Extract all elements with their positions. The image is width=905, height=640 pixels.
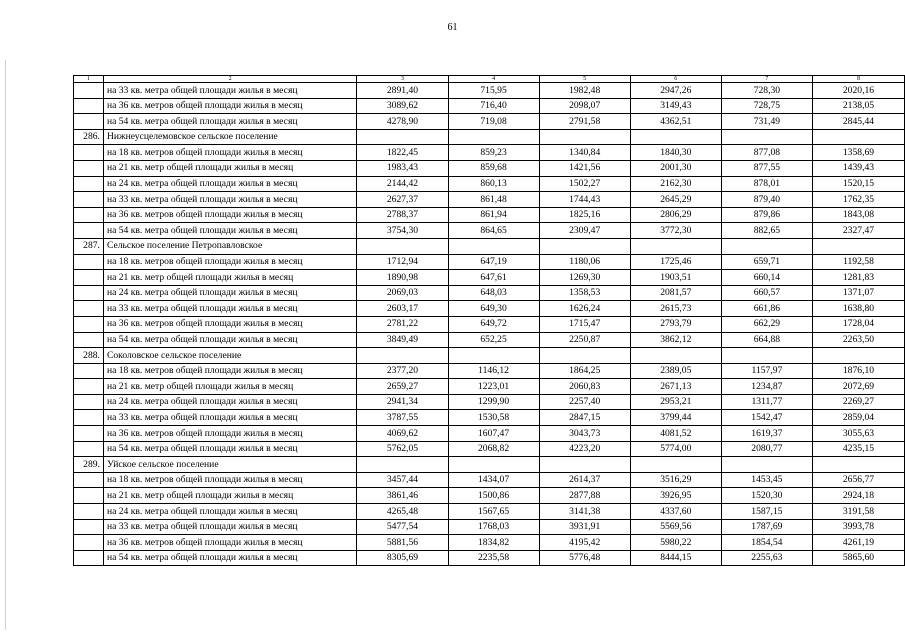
value-cell-col7: 879,40: [721, 192, 812, 208]
value-cell-col8: 2263,50: [812, 332, 904, 348]
value-cell-col4: 1530,58: [448, 410, 539, 426]
row-label: на 18 кв. метров общей площади жилья в месяц: [103, 363, 356, 379]
value-cell-col5: 1982,48: [539, 83, 630, 99]
empty-cell: [630, 348, 721, 364]
table-row: [74, 550, 905, 566]
value-cell-col8: 1371,07: [812, 285, 904, 301]
table-row: [74, 488, 905, 504]
row-label: на 21 кв. метр общей площади жилья в месяц: [103, 488, 356, 504]
empty-cell: [448, 348, 539, 364]
value-cell-col5: 2098,07: [539, 98, 630, 114]
value-cell-col3: 2788,37: [357, 207, 448, 223]
row-number-cell: [74, 488, 104, 504]
empty-cell: [630, 129, 721, 145]
table-row: [74, 394, 905, 410]
value-cell-col4: 716,40: [448, 98, 539, 114]
row-label: на 24 кв. метра общей площади жилья в месяц: [103, 504, 356, 520]
column-number: 6: [630, 76, 721, 83]
row-label: на 33 кв. метра общей площади жилья в месяц: [103, 410, 356, 426]
row-number-cell: [74, 535, 104, 551]
value-cell-col6: 8444,15: [630, 550, 721, 566]
value-cell-col3: 3787,55: [357, 410, 448, 426]
value-cell-col5: 1340,84: [539, 145, 630, 161]
value-cell-col8: 1281,83: [812, 270, 904, 286]
value-cell-col5: 2250,87: [539, 332, 630, 348]
value-cell-col4: 647,61: [448, 270, 539, 286]
table-row: [74, 426, 905, 442]
row-label: на 24 кв. метра общей площади жилья в месяц: [103, 176, 356, 192]
value-cell-col6: 2001,30: [630, 160, 721, 176]
empty-cell: [357, 457, 448, 473]
value-cell-col8: 2138,05: [812, 98, 904, 114]
value-cell-col8: 1358,69: [812, 145, 904, 161]
column-number: 5: [539, 76, 630, 83]
row-label: на 24 кв. метра общей площади жилья в месяц: [103, 285, 356, 301]
value-cell-col8: 1520,15: [812, 176, 904, 192]
value-cell-col4: 2068,82: [448, 441, 539, 457]
value-cell-col5: 2847,15: [539, 410, 630, 426]
value-cell-col8: 2072,69: [812, 379, 904, 395]
value-cell-col8: 2020,16: [812, 83, 904, 99]
row-label: на 54 кв. метра общей площади жилья в месяц: [103, 114, 356, 130]
row-number-cell: [74, 441, 104, 457]
value-cell-col4: 859,23: [448, 145, 539, 161]
value-cell-col6: 3862,12: [630, 332, 721, 348]
row-number-cell: [74, 316, 104, 332]
column-number: 8: [812, 76, 904, 83]
value-cell-col4: 1299,90: [448, 394, 539, 410]
empty-cell: [539, 238, 630, 254]
row-number-cell: [74, 472, 104, 488]
value-cell-col6: 2645,29: [630, 192, 721, 208]
value-cell-col5: 5776,48: [539, 550, 630, 566]
row-label: на 36 кв. метров общей площади жилья в месяц: [103, 207, 356, 223]
value-cell-col3: 3849,49: [357, 332, 448, 348]
value-cell-col7: 1234,87: [721, 379, 812, 395]
row-number-cell: [74, 207, 104, 223]
value-cell-col6: 2162,30: [630, 176, 721, 192]
row-label: на 21 кв. метр общей площади жилья в месяц: [103, 270, 356, 286]
value-cell-col6: 5774,00: [630, 441, 721, 457]
table-row: [74, 192, 905, 208]
value-cell-col8: 1843,08: [812, 207, 904, 223]
value-cell-col5: 1502,27: [539, 176, 630, 192]
value-cell-col6: 2081,57: [630, 285, 721, 301]
value-cell-col7: 878,01: [721, 176, 812, 192]
value-cell-col4: 864,65: [448, 223, 539, 239]
row-label: на 54 кв. метра общей площади жилья в месяц: [103, 550, 356, 566]
value-cell-col6: 2953,21: [630, 394, 721, 410]
value-cell-col3: 2069,03: [357, 285, 448, 301]
section-title: Нижнеусцелемовское сельское поселение: [103, 129, 356, 145]
value-cell-col3: 3754,30: [357, 223, 448, 239]
table-row: [74, 316, 905, 332]
value-cell-col3: 2891,40: [357, 83, 448, 99]
value-cell-col5: 1269,30: [539, 270, 630, 286]
value-cell-col3: 8305,69: [357, 550, 448, 566]
value-cell-col3: 5881,56: [357, 535, 448, 551]
value-cell-col5: 2257,40: [539, 394, 630, 410]
section-number: 288.: [74, 348, 104, 364]
row-label: на 36 кв. метров общей площади жилья в месяц: [103, 316, 356, 332]
empty-cell: [721, 129, 812, 145]
empty-cell: [812, 238, 904, 254]
value-cell-col5: 3931,91: [539, 519, 630, 535]
value-cell-col7: 2080,77: [721, 441, 812, 457]
value-cell-col5: 2060,83: [539, 379, 630, 395]
row-label: на 21 кв. метр общей площади жилья в месяц: [103, 160, 356, 176]
empty-cell: [630, 238, 721, 254]
row-label: на 18 кв. метров общей площади жилья в месяц: [103, 145, 356, 161]
value-cell-col8: 1762,35: [812, 192, 904, 208]
value-cell-col5: 4195,42: [539, 535, 630, 551]
value-cell-col6: 1903,51: [630, 270, 721, 286]
table-row: [74, 519, 905, 535]
table-row: [74, 535, 905, 551]
row-number-cell: [74, 285, 104, 301]
value-cell-col8: 2924,18: [812, 488, 904, 504]
value-cell-col5: 3141,38: [539, 504, 630, 520]
value-cell-col3: 4278,90: [357, 114, 448, 130]
value-cell-col3: 5477,54: [357, 519, 448, 535]
value-cell-col4: 1607,47: [448, 426, 539, 442]
value-cell-col7: 731,49: [721, 114, 812, 130]
value-cell-col7: 660,57: [721, 285, 812, 301]
row-label: на 33 кв. метра общей площади жилья в месяц: [103, 301, 356, 317]
value-cell-col4: 652,25: [448, 332, 539, 348]
value-cell-col7: 1311,77: [721, 394, 812, 410]
row-number-cell: [74, 379, 104, 395]
table-row: [74, 363, 905, 379]
value-cell-col4: 1567,65: [448, 504, 539, 520]
row-number-cell: [74, 145, 104, 161]
value-cell-col3: 1712,94: [357, 254, 448, 270]
value-cell-col4: 649,72: [448, 316, 539, 332]
empty-cell: [539, 457, 630, 473]
value-cell-col6: 4362,51: [630, 114, 721, 130]
value-cell-col3: 2627,37: [357, 192, 448, 208]
value-cell-col7: 1587,15: [721, 504, 812, 520]
row-number-cell: [74, 83, 104, 99]
value-cell-col7: 1619,37: [721, 426, 812, 442]
row-number-cell: [74, 270, 104, 286]
row-label: на 18 кв. метров общей площади жилья в месяц: [103, 254, 356, 270]
value-cell-col5: 2309,47: [539, 223, 630, 239]
value-cell-col8: 1439,43: [812, 160, 904, 176]
value-cell-col4: 1500,86: [448, 488, 539, 504]
section-row: [74, 129, 905, 145]
value-cell-col4: 2235,58: [448, 550, 539, 566]
value-cell-col8: 1876,10: [812, 363, 904, 379]
value-cell-col5: 1715,47: [539, 316, 630, 332]
column-number: 1: [74, 76, 104, 83]
value-cell-col5: 1358,53: [539, 285, 630, 301]
table-row: [74, 254, 905, 270]
value-cell-col6: 5569,56: [630, 519, 721, 535]
value-cell-col8: 2269,27: [812, 394, 904, 410]
table-row: [74, 410, 905, 426]
table-row: [74, 145, 905, 161]
value-cell-col6: 3799,44: [630, 410, 721, 426]
value-cell-col7: 877,08: [721, 145, 812, 161]
row-number-cell: [74, 301, 104, 317]
value-cell-col7: 728,75: [721, 98, 812, 114]
page-edge-line: [5, 60, 6, 630]
value-cell-col5: 2877,88: [539, 488, 630, 504]
value-cell-col8: 4235,15: [812, 441, 904, 457]
row-number-cell: [74, 410, 104, 426]
value-cell-col5: 2614,37: [539, 472, 630, 488]
table-row: [74, 160, 905, 176]
row-number-cell: [74, 550, 104, 566]
value-cell-col6: 3772,30: [630, 223, 721, 239]
value-cell-col5: 3043,73: [539, 426, 630, 442]
value-cell-col6: 2671,13: [630, 379, 721, 395]
row-number-cell: [74, 114, 104, 130]
value-cell-col6: 2615,73: [630, 301, 721, 317]
value-cell-col8: 4261,19: [812, 535, 904, 551]
value-cell-col3: 3457,44: [357, 472, 448, 488]
value-cell-col4: 859,68: [448, 160, 539, 176]
value-cell-col5: 1864,25: [539, 363, 630, 379]
empty-cell: [357, 129, 448, 145]
table-row: [74, 285, 905, 301]
value-cell-col7: 1787,69: [721, 519, 812, 535]
value-cell-col3: 2941,34: [357, 394, 448, 410]
row-number-cell: [74, 160, 104, 176]
value-cell-col5: 1180,06: [539, 254, 630, 270]
value-cell-col3: 3089,62: [357, 98, 448, 114]
section-number: 286.: [74, 129, 104, 145]
table-row: [74, 83, 905, 99]
table-body: [74, 76, 905, 566]
value-cell-col7: 660,14: [721, 270, 812, 286]
value-cell-col8: 1192,58: [812, 254, 904, 270]
value-cell-col3: 1890,98: [357, 270, 448, 286]
row-label: на 33 кв. метра общей площади жилья в месяц: [103, 519, 356, 535]
empty-cell: [357, 348, 448, 364]
value-cell-col4: 1834,82: [448, 535, 539, 551]
row-number-cell: [74, 519, 104, 535]
row-label: на 33 кв. метра общей площади жилья в месяц: [103, 83, 356, 99]
value-cell-col7: 1453,45: [721, 472, 812, 488]
column-number: 4: [448, 76, 539, 83]
value-cell-col5: 2791,58: [539, 114, 630, 130]
table-row: [74, 207, 905, 223]
section-number: 289.: [74, 457, 104, 473]
value-cell-col6: 1840,30: [630, 145, 721, 161]
row-number-cell: [74, 176, 104, 192]
value-cell-col8: 2845,44: [812, 114, 904, 130]
table-row: [74, 176, 905, 192]
empty-cell: [539, 348, 630, 364]
value-cell-col5: 1825,16: [539, 207, 630, 223]
value-cell-col4: 649,30: [448, 301, 539, 317]
row-number-cell: [74, 254, 104, 270]
empty-cell: [812, 348, 904, 364]
row-label: на 36 кв. метров общей площади жилья в месяц: [103, 98, 356, 114]
value-cell-col4: 719,08: [448, 114, 539, 130]
row-label: на 54 кв. метра общей площади жилья в месяц: [103, 223, 356, 239]
value-cell-col7: 879,86: [721, 207, 812, 223]
value-cell-col6: 2389,05: [630, 363, 721, 379]
row-number-cell: [74, 223, 104, 239]
empty-cell: [721, 238, 812, 254]
empty-cell: [630, 457, 721, 473]
value-cell-col5: 4223,20: [539, 441, 630, 457]
row-label: на 36 кв. метров общей площади жилья в месяц: [103, 426, 356, 442]
section-row: [74, 348, 905, 364]
empty-cell: [721, 457, 812, 473]
row-label: на 33 кв. метра общей площади жилья в месяц: [103, 192, 356, 208]
value-cell-col4: 861,48: [448, 192, 539, 208]
empty-cell: [812, 129, 904, 145]
section-row: [74, 457, 905, 473]
value-cell-col8: 1638,80: [812, 301, 904, 317]
value-cell-col4: 1434,07: [448, 472, 539, 488]
empty-cell: [812, 457, 904, 473]
table-row: [74, 472, 905, 488]
value-cell-col7: 662,29: [721, 316, 812, 332]
value-cell-col8: 3993,78: [812, 519, 904, 535]
table-row: [74, 379, 905, 395]
value-cell-col5: 1626,24: [539, 301, 630, 317]
table-row: [74, 270, 905, 286]
table-row: [74, 504, 905, 520]
row-number-cell: [74, 394, 104, 410]
column-number: 3: [357, 76, 448, 83]
value-cell-col6: 1725,46: [630, 254, 721, 270]
value-cell-col3: 3861,46: [357, 488, 448, 504]
table-row: [74, 332, 905, 348]
empty-cell: [448, 457, 539, 473]
value-cell-col4: 647,19: [448, 254, 539, 270]
value-cell-col4: 715,95: [448, 83, 539, 99]
value-cell-col6: 3926,95: [630, 488, 721, 504]
row-label: на 54 кв. метра общей площади жилья в месяц: [103, 441, 356, 457]
value-cell-col7: 728,30: [721, 83, 812, 99]
value-cell-col5: 1421,56: [539, 160, 630, 176]
value-cell-col8: 2859,04: [812, 410, 904, 426]
empty-cell: [357, 238, 448, 254]
value-cell-col8: 5865,60: [812, 550, 904, 566]
value-cell-col3: 2781,22: [357, 316, 448, 332]
table-row: [74, 98, 905, 114]
row-label: на 36 кв. метров общей площади жилья в месяц: [103, 535, 356, 551]
row-label: на 21 кв. метр общей площади жилья в месяц: [103, 379, 356, 395]
row-label: на 54 кв. метра общей площади жилья в месяц: [103, 332, 356, 348]
section-row: [74, 238, 905, 254]
value-cell-col5: 1744,43: [539, 192, 630, 208]
row-label: на 18 кв. метров общей площади жилья в месяц: [103, 472, 356, 488]
value-cell-col7: 882,65: [721, 223, 812, 239]
value-cell-col3: 2144,42: [357, 176, 448, 192]
value-cell-col3: 2377,20: [357, 363, 448, 379]
column-number-row: [74, 76, 905, 83]
row-label: на 24 кв. метра общей площади жилья в месяц: [103, 394, 356, 410]
value-cell-col4: 860,13: [448, 176, 539, 192]
value-cell-col6: 3149,43: [630, 98, 721, 114]
empty-cell: [539, 129, 630, 145]
page-number: 61: [447, 22, 458, 33]
row-number-cell: [74, 332, 104, 348]
empty-cell: [448, 238, 539, 254]
row-number-cell: [74, 98, 104, 114]
value-cell-col6: 2947,26: [630, 83, 721, 99]
value-cell-col4: 648,03: [448, 285, 539, 301]
column-number: 7: [721, 76, 812, 83]
value-cell-col7: 659,71: [721, 254, 812, 270]
value-cell-col3: 1822,45: [357, 145, 448, 161]
table-row: [74, 441, 905, 457]
column-number: 2: [103, 76, 356, 83]
table-row: [74, 114, 905, 130]
empty-cell: [721, 348, 812, 364]
value-cell-col6: 4081,52: [630, 426, 721, 442]
value-cell-col3: 2603,17: [357, 301, 448, 317]
value-cell-col7: 1520,30: [721, 488, 812, 504]
value-cell-col7: 1854,54: [721, 535, 812, 551]
value-cell-col6: 2806,29: [630, 207, 721, 223]
value-cell-col7: 1157,97: [721, 363, 812, 379]
section-title: Уйское сельское поселение: [103, 457, 356, 473]
value-cell-col3: 4069,62: [357, 426, 448, 442]
value-cell-col8: 2656,77: [812, 472, 904, 488]
value-cell-col6: 2793,79: [630, 316, 721, 332]
value-cell-col8: 2327,47: [812, 223, 904, 239]
value-cell-col8: 3191,58: [812, 504, 904, 520]
value-cell-col4: 1768,03: [448, 519, 539, 535]
section-title: Соколовское сельское поселение: [103, 348, 356, 364]
value-cell-col4: 1223,01: [448, 379, 539, 395]
value-cell-col6: 3516,29: [630, 472, 721, 488]
section-title: Сельское поселение Петропавловское: [103, 238, 356, 254]
value-cell-col6: 5980,22: [630, 535, 721, 551]
value-cell-col7: 877,55: [721, 160, 812, 176]
value-cell-col3: 2659,27: [357, 379, 448, 395]
table-row: [74, 301, 905, 317]
value-cell-col4: 861,94: [448, 207, 539, 223]
value-cell-col6: 4337,60: [630, 504, 721, 520]
value-cell-col4: 1146,12: [448, 363, 539, 379]
value-cell-col3: 5762,05: [357, 441, 448, 457]
value-cell-col7: 2255,63: [721, 550, 812, 566]
row-number-cell: [74, 363, 104, 379]
empty-cell: [448, 129, 539, 145]
row-number-cell: [74, 426, 104, 442]
row-number-cell: [74, 504, 104, 520]
value-cell-col7: 1542,47: [721, 410, 812, 426]
table-row: [74, 223, 905, 239]
value-cell-col8: 1728,04: [812, 316, 904, 332]
tariff-table: [73, 75, 905, 566]
value-cell-col7: 664,88: [721, 332, 812, 348]
value-cell-col3: 4265,48: [357, 504, 448, 520]
value-cell-col7: 661,86: [721, 301, 812, 317]
section-number: 287.: [74, 238, 104, 254]
row-number-cell: [74, 192, 104, 208]
value-cell-col3: 1983,43: [357, 160, 448, 176]
value-cell-col8: 3055,63: [812, 426, 904, 442]
